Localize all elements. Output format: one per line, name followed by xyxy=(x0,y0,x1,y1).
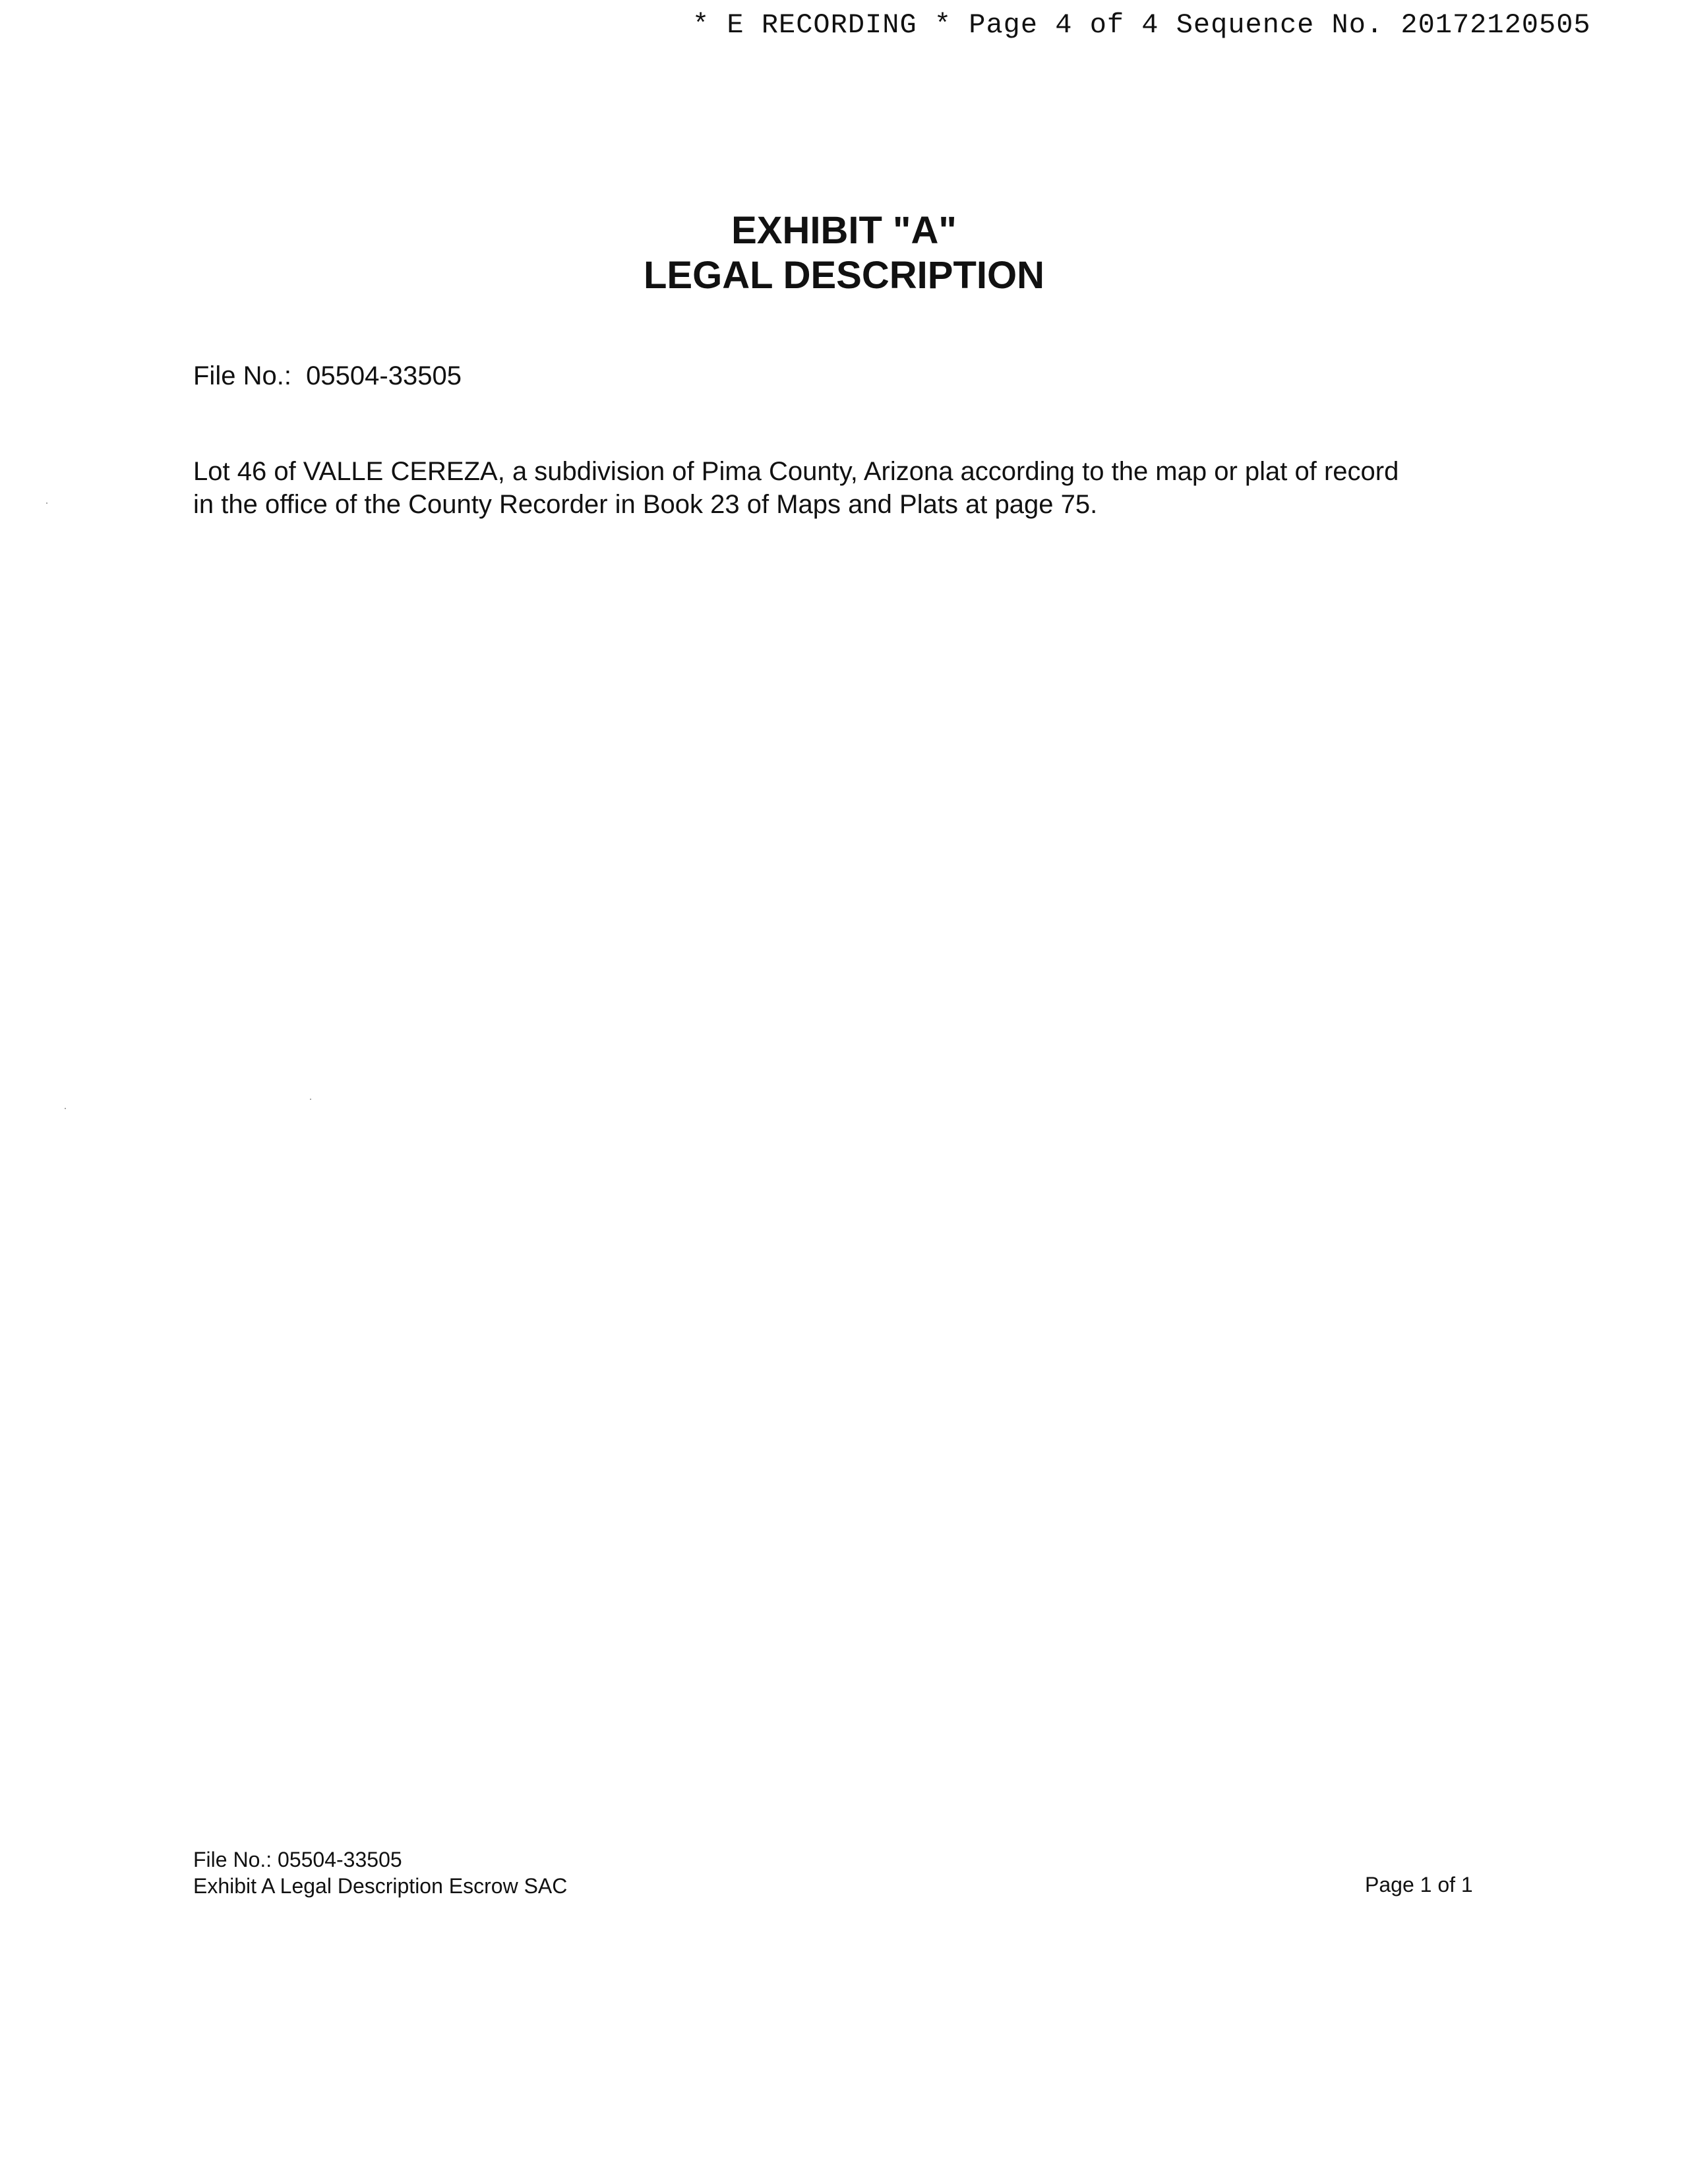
legal-description xyxy=(193,455,1512,521)
exhibit-title-line1: EXHIBIT "A" xyxy=(731,209,957,252)
scan-speck xyxy=(310,1099,311,1100)
file-number-value: 05504-33505 xyxy=(306,361,462,390)
file-number-label: File No.: xyxy=(193,361,291,390)
legal-description-line1: Lot 46 of VALLE CEREZA, a subdivision of Pima County, Arizona according to the map or plat of record xyxy=(193,457,1399,486)
legal-description-line2: in the office of the County Recorder in Book 23 of Maps and Plats at page 75. xyxy=(193,490,1098,519)
footer-left xyxy=(193,1846,567,1899)
scan-speck xyxy=(46,502,47,504)
recording-header: * E RECORDING * Page 4 of 4 Sequence No. 20172120505 xyxy=(692,9,1591,41)
footer-page-number: Page 1 of 1 xyxy=(1365,1873,1473,1896)
footer-document-name: Exhibit A Legal Description Escrow SAC xyxy=(193,1874,568,1898)
scan-speck xyxy=(65,1108,66,1109)
footer-file-number: File No.: 05504-33505 xyxy=(193,1848,402,1871)
exhibit-title xyxy=(0,208,1688,298)
exhibit-title-line2: LEGAL DESCRIPTION xyxy=(644,254,1044,297)
file-number xyxy=(193,361,462,391)
